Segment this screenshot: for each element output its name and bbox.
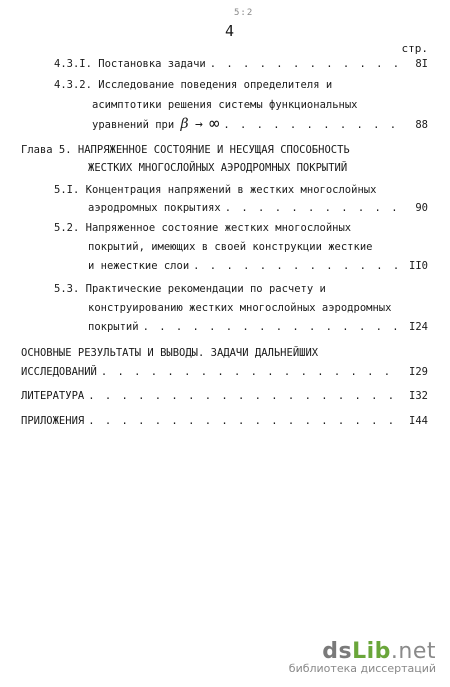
chapter-5-heading[interactable] [21, 144, 350, 157]
toc-number: 5.2. [54, 222, 80, 234]
leader-dots [223, 119, 402, 132]
toc-title: уравнений при [92, 119, 175, 131]
archive-stamp: 5:2 [234, 8, 254, 18]
leader-dots [225, 202, 402, 215]
toc-entry-4-3-2-line1[interactable] [54, 79, 332, 92]
toc-number: 4.3.2. [54, 79, 92, 91]
chapter-title-line1: НАПРЯЖЕННОЕ СОСТОЯНИЕ И НЕСУЩАЯ СПОСОБНОСТЬ [77, 144, 350, 156]
dslib-logo: dsLib.net [322, 639, 436, 664]
toc-page: 8I [415, 58, 428, 70]
toc-entry-5-3-line2: конструированию жестких многослойных аэродромных [88, 302, 392, 314]
beta-symbol: β [180, 116, 189, 132]
toc-title: и нежесткие слои [88, 260, 190, 272]
toc-page: I44 [409, 415, 428, 427]
chapter-title-line2: ЖЕСТКИХ МНОГОСЛОЙНЫХ АЭРОДРОМНЫХ ПОКРЫТИЙ [88, 162, 348, 174]
toc-entry-5-2-line3[interactable] [88, 260, 428, 273]
toc-entry-conclusions-line1[interactable]: ОСНОВНЫЕ РЕЗУЛЬТАТЫ И ВЫВОДЫ. ЗАДАЧИ ДАЛЬНЕЙШИХ [21, 347, 319, 359]
toc-title: Концентрация напряжений в жестких многослойных [85, 184, 377, 196]
toc-number: 5.3. [54, 283, 80, 295]
leader-dots [101, 366, 402, 379]
leader-dots [193, 260, 402, 273]
toc-title: ЛИТЕРАТУРА [21, 390, 85, 402]
leader-dots [210, 58, 402, 71]
toc-title: Практические рекомендации по расчету и [85, 283, 326, 295]
toc-title: ИССЛЕДОВАНИЙ [21, 366, 97, 378]
leader-dots [88, 390, 402, 403]
toc-page: I32 [409, 390, 428, 402]
toc-entry-5-3-line3[interactable] [88, 321, 428, 334]
toc-title: Постановка задачи [98, 58, 206, 70]
toc-entry-appendices[interactable] [21, 415, 428, 428]
dslib-subtitle: библиотека диссертаций [288, 662, 436, 675]
page-column-header: стр. [401, 42, 428, 55]
arrow-symbol: → [194, 117, 203, 132]
toc-entry-5-2-line1[interactable] [54, 222, 351, 235]
toc-entry-5-1-line1[interactable] [54, 184, 376, 197]
dslib-watermark[interactable] [289, 639, 436, 675]
toc-page: I29 [409, 366, 428, 378]
toc-entry-5-3-line1[interactable] [54, 283, 326, 296]
infinity-symbol: ∞ [209, 114, 220, 134]
toc-title: аэродромных покрытиях [88, 202, 221, 214]
toc-entry-5-1-line2[interactable] [88, 202, 428, 215]
toc-number: 4.3.I. [54, 58, 92, 70]
leader-dots [88, 415, 402, 428]
page-number: 4 [225, 22, 235, 40]
toc-entry-conclusions-line2[interactable] [21, 366, 428, 379]
toc-entry-5-2-line2: покрытий, имеющих в своей конструкции жесткие [88, 241, 373, 253]
toc-page: I24 [409, 321, 428, 333]
toc-entry-4-3-2-line2: асимптотики решения системы функциональных [92, 99, 358, 111]
toc-page: 90 [415, 202, 428, 214]
toc-entry-4-3-1[interactable] [54, 58, 428, 71]
toc-entry-4-3-2-line3[interactable] [92, 114, 428, 134]
chapter-label: Глава 5. [21, 144, 72, 156]
toc-title: Напряженное состояние жестких многослойных [85, 222, 352, 234]
leader-dots [143, 321, 402, 334]
toc-number: 5.I. [54, 184, 80, 196]
toc-title: Исследование поведения определителя и [98, 79, 333, 91]
toc-title: ПРИЛОЖЕНИЯ [21, 415, 85, 427]
toc-page: 88 [415, 119, 428, 131]
toc-page: II0 [409, 260, 428, 272]
toc-entry-literature[interactable] [21, 390, 428, 403]
toc-title: покрытий [88, 321, 139, 333]
